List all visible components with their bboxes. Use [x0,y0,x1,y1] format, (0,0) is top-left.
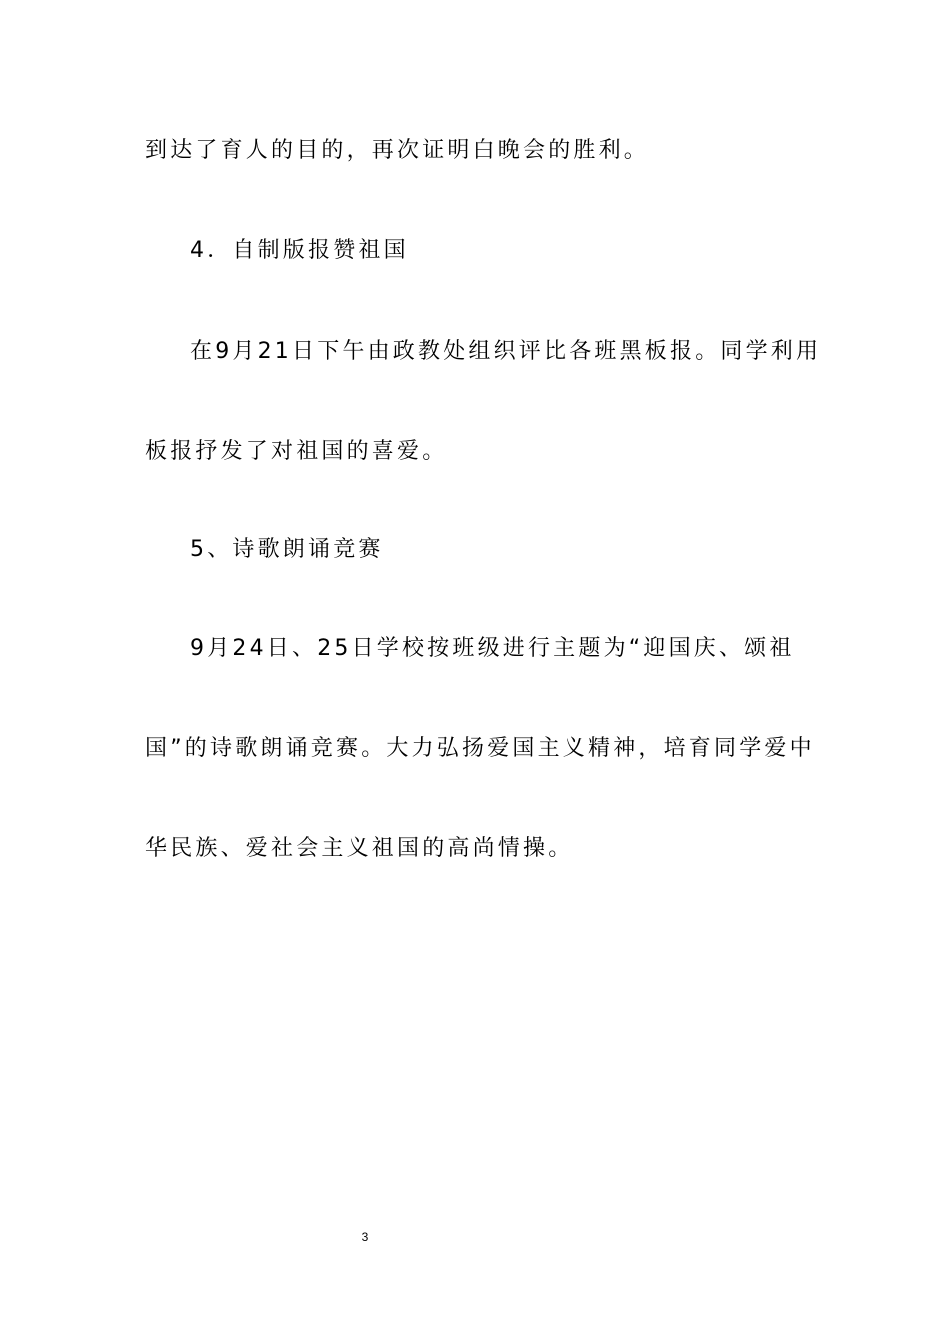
section-heading-5: 5、诗歌朗诵竞赛 [190,537,384,562]
section-heading-4: 4．自制版报赞祖国 [190,238,409,263]
paragraph-line-4: 9月24日、25日学校按班级进行主题为“迎国庆、颂祖 [190,636,795,661]
paragraph-line-3: 板报抒发了对祖国的喜爱。 [145,439,448,464]
paragraph-line-2: 在9月21日下午由政教处组织评比各班黑板报。同学利用 [190,339,822,364]
paragraph-line-6: 华民族、爱社会主义祖国的高尚情操。 [145,836,574,861]
page-number: 3 [361,1230,369,1244]
paragraph-line-5: 国”的诗歌朗诵竞赛。大力弘扬爱国主义精神，培育同学爱中 [145,736,815,761]
paragraph-line-1: 到达了育人的目的，再次证明白晚会的胜利。 [145,138,650,163]
